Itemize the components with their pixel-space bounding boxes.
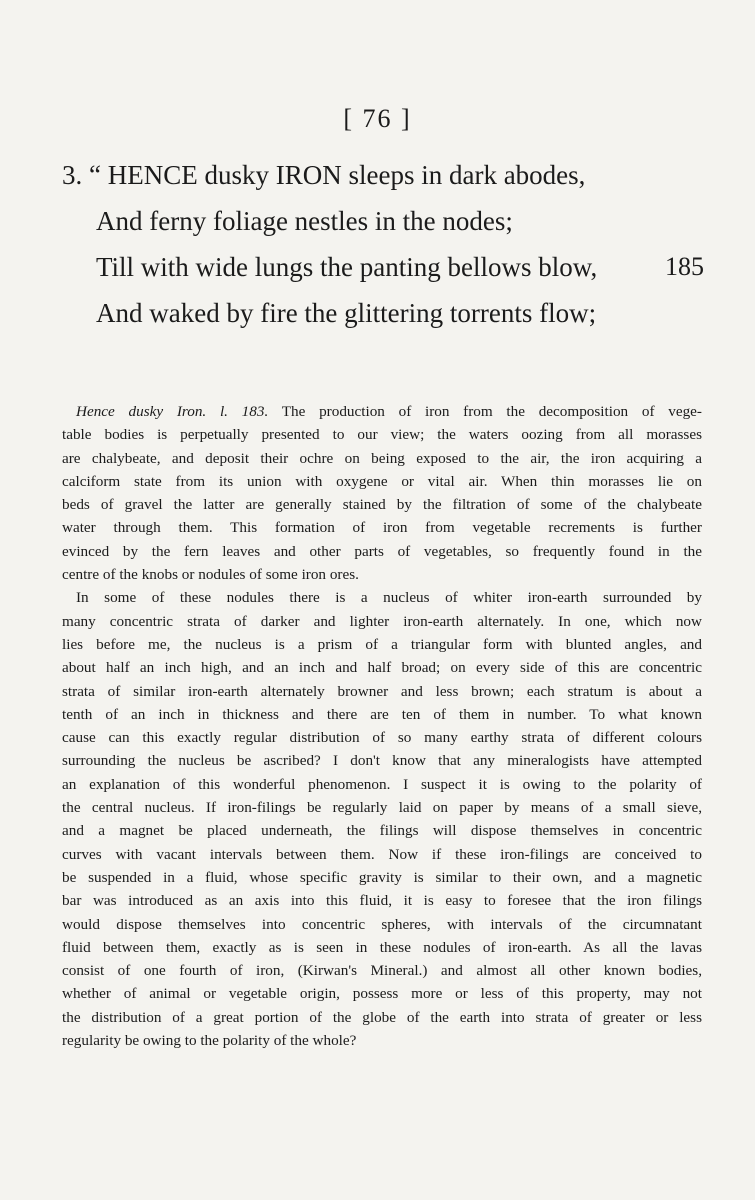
footnote-line: In some of these nodules there is a nucleus of whiter iron-earth surrounded by — [76, 589, 702, 607]
poem-line: 3. “ HENCE dusky IRON sleeps in dark abodes, — [62, 160, 586, 190]
footnote-line: many concentric strata of darker and lighter iron-earth alternately. In one, which now — [62, 612, 702, 630]
poem-line: Till with wide lungs the panting bellows blow, 185 — [62, 244, 712, 290]
line-number: 185 — [665, 252, 704, 281]
poem-line: And waked by fire the glittering torrents flow; — [96, 298, 597, 328]
footnote — [62, 400, 702, 1052]
footnote-line: consist of one fourth of iron, (Kirwan's Mineral.) and almost all other known bodies, — [62, 962, 702, 980]
poem-line: And ferny foliage nestles in the nodes; — [96, 206, 513, 236]
footnote-line: surrounding the nucleus be ascribed? I don't know that any mineralogists have attempted — [62, 752, 702, 770]
footnote-line: bar was introduced as an axis into this fluid, it is easy to foresee that the iron filings — [62, 892, 702, 910]
footnote-line: would dispose themselves into concentric spheres, with intervals of the circumnatant — [62, 915, 702, 933]
footnote-line: the distribution of a great portion of the globe of the earth into strata of greater or less — [62, 1008, 702, 1026]
footnote-line: curves with vacant intervals between them. Now if these iron-filings are conceived to — [62, 845, 702, 863]
footnote-line: be suspended in a fluid, whose specific gravity is similar to their own, and a magnetic — [62, 868, 702, 886]
footnote-line: strata of similar iron-earth alternately browner and less brown; each stratum is about a — [62, 682, 702, 700]
poem-stanza — [62, 152, 712, 336]
footnote-line: and a magnet be placed underneath, the filings will dispose themselves in concentric — [62, 822, 702, 840]
footnote-line: calciform state from its union with oxygene or vital air. When thin morasses lie on — [62, 472, 702, 490]
footnote-line: the central nucleus. If iron-filings be regularly laid on paper by means of a small sieve, — [62, 799, 702, 817]
footnote-line: lies before me, the nucleus is a prism of a triangular form with blunted angles, and — [62, 635, 702, 653]
footnote-line: regularity be owing to the polarity of the whole? — [62, 1032, 357, 1050]
footnote-line: whether of animal or vegetable origin, possess more or less of this property, may not — [62, 985, 702, 1003]
footnote-line: table bodies is perpetually presented to our view; the waters oozing from all morasses — [62, 426, 702, 444]
footnote-reference: Hence dusky Iron. l. 183. — [76, 403, 269, 420]
footnote-line: evinced by the fern leaves and other parts of vegetables, so frequently found in the — [62, 542, 702, 560]
footnote-line: Hence dusky Iron. l. 183. The production of iron from the decomposition of vege- — [76, 403, 702, 420]
footnote-line: tenth of an inch in thickness and there are ten of them in number. To what known — [62, 705, 702, 723]
footnote-line: fluid between them, exactly as is seen in these nodules of iron-earth. As all the lavas — [62, 938, 702, 956]
footnote-line: centre of the knobs or nodules of some iron ores. — [62, 566, 359, 584]
footnote-line: beds of gravel the latter are generally stained by the filtration of some of the chalybeate — [62, 496, 702, 514]
footnote-line: an explanation of this wonderful phenomenon. I suspect it is owing to the polarity of — [62, 775, 702, 793]
footnote-line: about half an inch high, and an inch and half broad; on every side of this are concentric — [62, 659, 702, 677]
footnote-line: water through them. This formation of iron from vegetable recrements is further — [62, 519, 702, 537]
footnote-line: cause can this exactly regular distribution of so many earthy strata of different colours — [62, 729, 702, 747]
footnote-line: are chalybeate, and deposit their ochre on being exposed to the air, the iron acquiring a — [62, 449, 702, 467]
page-number: [ 76 ] — [343, 104, 412, 133]
